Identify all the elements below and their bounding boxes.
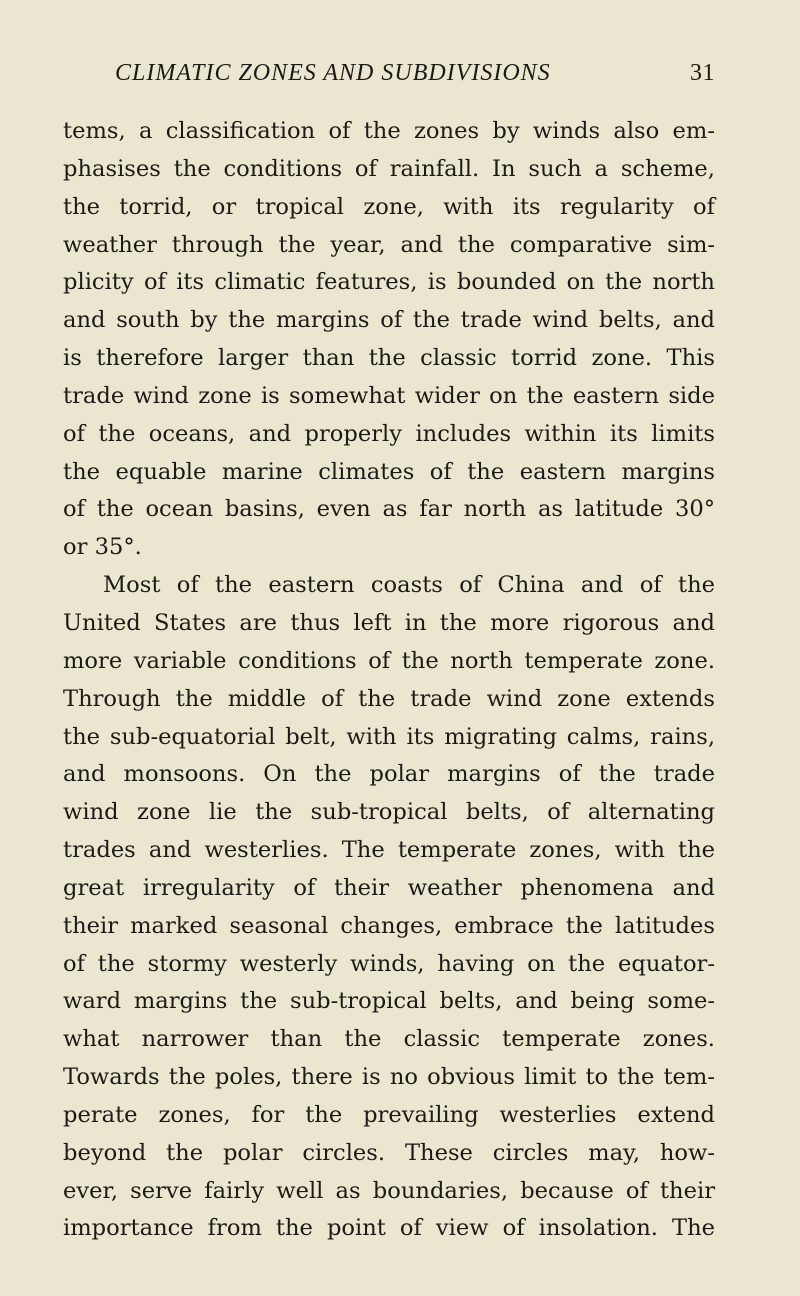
text-line: the equable marine climates of the eastern margins [63,458,715,485]
text-line: their marked seasonal changes, embrace the latitudes [63,912,715,939]
text-line: Most of the eastern coasts of China and of the [103,572,715,599]
text-line: or 35°. [63,534,142,561]
page-number: 31 [690,60,715,86]
text-line: of the oceans, and properly includes within its limits [63,420,715,447]
text-line: ever, serve fairly well as boundaries, because of their [63,1177,715,1204]
text-line: plicity of its climatic features, is bounded on the north [63,269,715,296]
text-line: importance from the point of view of insolation. The [63,1215,715,1242]
text-line: and south by the margins of the trade wind belts, and [63,307,715,334]
text-line: of the ocean basins, even as far north as latitude 30° [63,496,715,523]
text-line: phasises the conditions of rainfall. In such a scheme, [63,155,715,182]
text-line: the sub-equatorial belt, with its migrating calms, rains, [63,723,715,750]
text-line: tems, a classification of the zones by winds also em- [63,118,715,144]
text-line: the torrid, or tropical zone, with its regularity of [63,193,715,220]
text-line: is therefore larger than the classic torrid zone. This [63,345,715,372]
text-line: Through the middle of the trade wind zone extends [63,685,715,712]
body-text [63,113,715,1248]
text-line: great irregularity of their weather phenomena and [63,874,715,901]
text-line: Towards the poles, there is no obvious limit to the tem- [63,1064,715,1091]
text-line: perate zones, for the prevailing westerlies extend [63,1101,715,1128]
text-line: of the stormy westerly winds, having on the equator- [63,950,715,977]
text-line: United States are thus left in the more rigorous and [63,609,715,636]
text-line: ward margins the sub-tropical belts, and being some- [63,988,715,1015]
text-line: and monsoons. On the polar margins of the trade [63,761,715,788]
running-head-title: CLIMATIC ZONES AND SUBDIVISIONS [115,60,551,86]
text-line: wind zone lie the sub-tropical belts, of alternating [63,799,715,826]
text-line: what narrower than the classic temperate zones. [63,1026,715,1053]
text-line: trade wind zone is somewhat wider on the eastern side [63,382,715,409]
text-line: weather through the year, and the comparative sim- [63,231,715,258]
text-line: more variable conditions of the north temperate zone. [63,647,715,674]
text-line: trades and westerlies. The temperate zones, with the [63,837,715,864]
running-head [115,60,715,100]
text-line: beyond the polar circles. These circles may, how- [63,1139,715,1166]
